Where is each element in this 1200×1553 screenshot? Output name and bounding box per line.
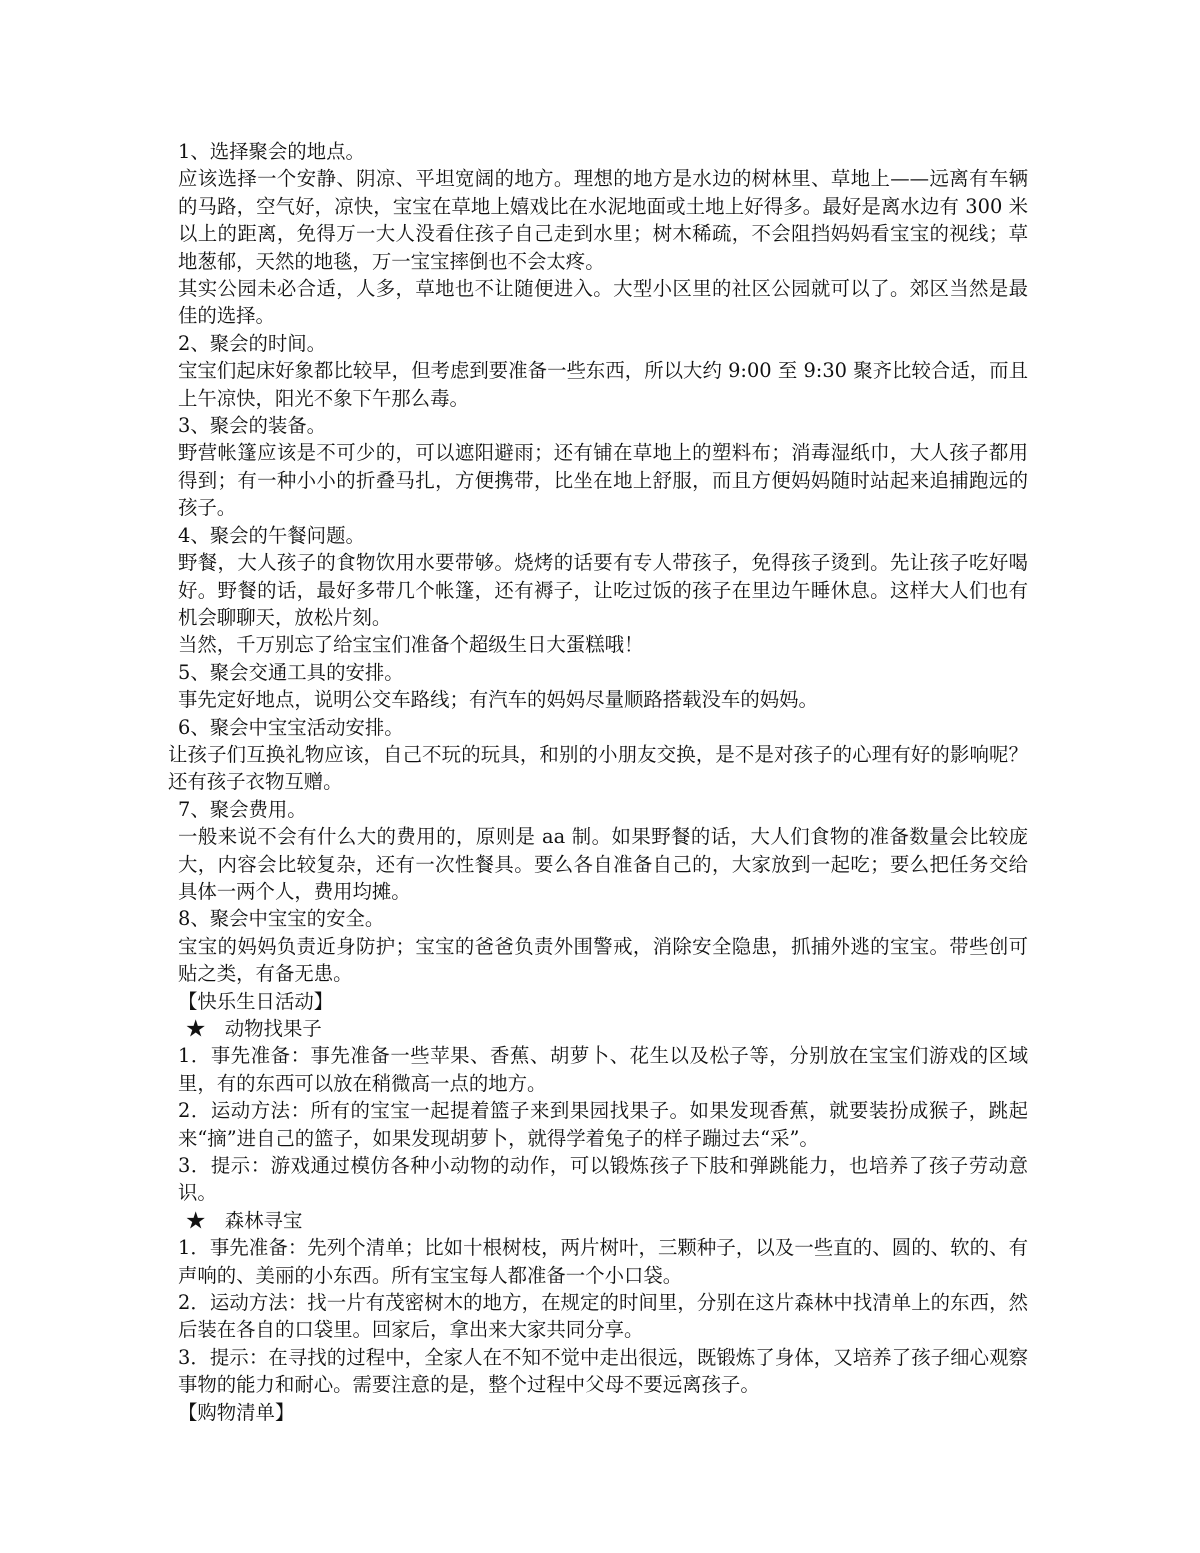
section-heading-cost: 7、聚会费用。 — [178, 797, 307, 821]
section-heading-transport: 5、聚会交通工具的安排。 — [178, 660, 404, 684]
activity-title-forest: ★ 森林寻宝 — [186, 1208, 303, 1232]
body-paragraph: 1．事先准备：先列个清单；比如十根树枝，两片树叶，三颗种子，以及一些直的、圆的、软的、有声响的、美丽的小东西。所有宝宝每人都准备一个小口袋。 — [178, 1236, 1028, 1287]
section-heading-location: 1、选择聚会的地点。 — [178, 140, 365, 163]
body-paragraph: 野餐，大人孩子的食物饮用水要带够。烧烤的话要有专人带孩子，免得孩子烫到。先让孩子吃好喝好。野餐的话，最好多带几个帐篷，还有褥子，让吃过饭的孩子在里边午睡休息。这样大人们也有机会聊聊天，放松片刻。 — [178, 551, 1028, 629]
body-paragraph: 宝宝的妈妈负责近身防护；宝宝的爸爸负责外围警戒，消除安全隐患，抓捕外逃的宝宝。带些创可贴之类，有备无患。 — [178, 934, 1028, 986]
body-paragraph: 应该选择一个安静、阴凉、平坦宽阔的地方。理想的地方是水边的树林里、草地上——远离有车辆的马路，空气好，凉快，宝宝在草地上嬉戏比在水泥地面或土地上好得多。最好是离水边有 300 米以上的距离，免得万一大人没看住孩子自己走到水里；树木稀疏，不会阻挡妈妈看宝宝的视线；草地葱郁，天然的地毯，万一宝宝摔倒也不会太疼。 — [178, 167, 1028, 273]
activity-title-animals: ★ 动物找果子 — [186, 1017, 322, 1040]
section-heading-birthday-activities: 【快乐生日活动】 — [178, 989, 334, 1013]
body-paragraph: 其实公园未必合适，人多，草地也不让随便进入。大型小区里的社区公园就可以了。郊区当然是最佳的选择。 — [178, 277, 1028, 328]
body-paragraph: 野营帐篷应该是不可少的，可以遮阳避雨；还有铺在草地上的塑料布；消毒湿纸巾，大人孩子都用得到；有一种小小的折叠马扎，方便携带，比坐在地上舒服，而且方便妈妈随时站起来追捕跑远的孩子。 — [178, 441, 1028, 520]
section-heading-equipment: 3、聚会的装备。 — [178, 414, 327, 438]
section-heading-lunch: 4、聚会的午餐问题。 — [178, 523, 365, 547]
body-paragraph: 1．事先准备：事先准备一些苹果、香蕉、胡萝卜、花生以及松子等，分别放在宝宝们游戏的区域里，有的东西可以放在稍微高一点的地方。 — [178, 1044, 1028, 1095]
section-heading-safety: 8、聚会中宝宝的安全。 — [178, 907, 385, 931]
section-heading-time: 2、聚会的时间。 — [178, 331, 327, 355]
body-paragraph: 让孩子们互换礼物应该，自己不玩的玩具，和别的小朋友交换，是不是对孩子的心理有好的影响呢？还有孩子衣物互赠。 — [168, 742, 1028, 794]
body-paragraph: 事先定好地点，说明公交车路线；有汽车的妈妈尽量顺路搭载没车的妈妈。 — [178, 688, 818, 712]
document-page — [168, 138, 1028, 1426]
body-paragraph: 3．提示：游戏通过模仿各种小动物的动作，可以锻炼孩子下肢和弹跳能力，也培养了孩子劳动意识。 — [178, 1154, 1028, 1205]
body-paragraph: 宝宝们起床好象都比较早，但考虑到要准备一些东西，所以大约 9:00 至 9:30 聚齐比较合适，而且上午凉快，阳光不象下午那么毒。 — [178, 359, 1028, 410]
body-paragraph: 一般来说不会有什么大的费用的，原则是 aa 制。如果野餐的话，大人们食物的准备数量会比较庞大，内容会比较复杂，还有一次性餐具。要么各自准备自己的，大家放到一起吃；要么把任务交给具体一两个人，费用均摊。 — [178, 825, 1028, 903]
body-paragraph: 3．提示：在寻找的过程中，全家人在不知不觉中走出很远，既锻炼了身体，又培养了孩子细心观察事物的能力和耐心。需要注意的是，整个过程中父母不要远离孩子。 — [178, 1345, 1028, 1397]
body-paragraph: 2．运动方法：找一片有茂密树木的地方，在规定的时间里，分别在这片森林中找清单上的东西，然后装在各自的口袋里。回家后，拿出来大家共同分享。 — [178, 1291, 1028, 1342]
section-heading-activities: 6、聚会中宝宝活动安排。 — [178, 715, 404, 739]
body-paragraph: 2．运动方法：所有的宝宝一起提着篮子来到果园找果子。如果发现香蕉，就要装扮成猴子，跳起来“摘”进自己的篮子，如果发现胡萝卜，就得学着兔子的样子蹦过去“采”。 — [178, 1099, 1028, 1150]
body-paragraph: 当然，千万别忘了给宝宝们准备个超级生日大蛋糕哦！ — [178, 633, 644, 657]
section-heading-shopping-list: 【购物清单】 — [178, 1400, 295, 1424]
